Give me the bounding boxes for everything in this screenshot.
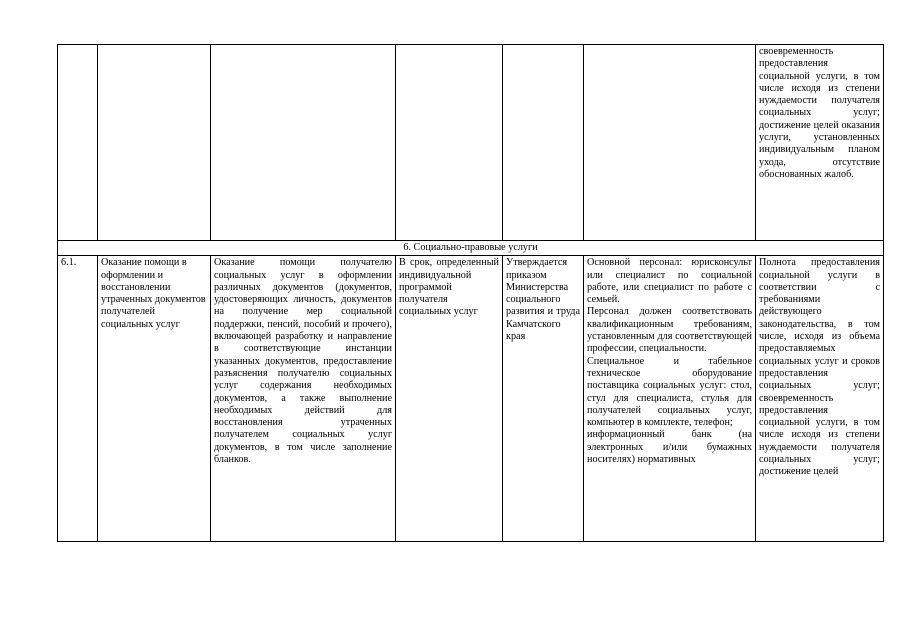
service-conditions [584,256,756,542]
cell-empty [58,45,98,241]
conditions-list [587,257,752,540]
row-number: 6.1. [58,256,98,542]
social-services-table [57,44,884,542]
conditions-paragraph: информационный банк (на электронных и/или бумажных носителях) нормативных [587,429,752,466]
cell-empty [396,45,503,241]
table-row-continued [58,45,884,241]
quality-criteria: Полнота предоставления социальной услуги в соответствии с требованиями действующего законодательства, в том числе, исходя из объема предоставляемых социальных услуг и сроков предоставления социальных услуг; своевременность предоставления социальной услуги, в том числе исходя из степени нуждаемости получателя социальных услуг; достижение целей [756,256,884,542]
cell-empty [503,45,584,241]
conditions-paragraph: Основной персонал: юрисконсульт или специалист по социальной работе, или специалист по работе с семьей. [587,257,752,306]
section-header-row [58,241,884,256]
quality-criteria-continued: своевременность предоставления социальной услуги, в том числе исходя из степени нуждаемости получателя социальных услуг; достижение целей оказания услуги, установленных индивидуальным планом ухода, отсутствие обоснованных жалоб. [756,45,884,241]
service-description: Оказание помощи получателю социальных услуг в оформлении различных документов (документов, удостоверяющих личность, документов на получение мер социальной поддержки, пенсий, пособий и прочего), включающей разработку и направление в соответствующие инстанции указанных документов, предоставление разъяснения получателю социальных услуг содержания необходимых документов, а также выполнение необходимых действий для восстановления утраченных получателем социальных услуг документов, в том числе заполнение бланков. [211,256,396,542]
service-term: В срок, определенный индивидуальной программой получателя социальных услуг [396,256,503,542]
table-row-6-1 [58,256,884,542]
service-name: Оказание помощи в оформлении и восстановлении утраченных документов получателей социальных услуг [98,256,211,542]
conditions-paragraph: Персонал должен соответствовать квалификационным требованиям, установленным для соответствующей профессии, специальности. [587,306,752,355]
service-tariff: Утверждается приказом Министерства социального развития и труда Камчатского края [503,256,584,542]
section-title: 6. Социально-правовые услуги [58,241,884,256]
cell-empty [98,45,211,241]
cell-empty [211,45,396,241]
cell-empty [584,45,756,241]
conditions-paragraph: Специальное и табельное техническое оборудование поставщика социальных услуг: стол, стул для специалиста, стулья для получателей социальных услуг, компьютер в комплекте, телефон; [587,355,752,429]
